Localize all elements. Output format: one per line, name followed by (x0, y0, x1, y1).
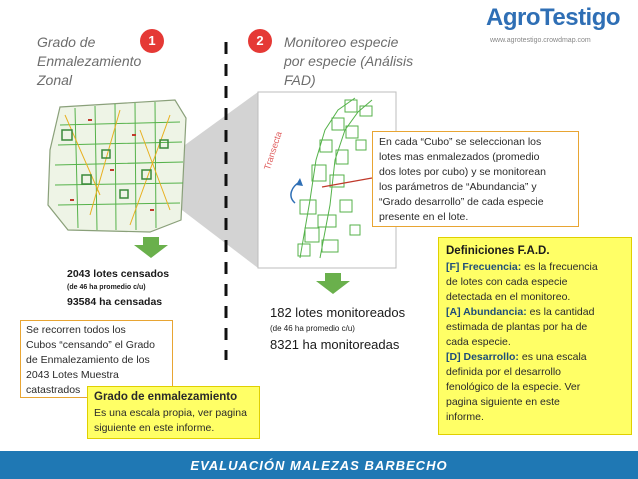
callout-line: En cada “Cubo” se seleccionan los (379, 136, 542, 148)
footer-bar (0, 451, 638, 479)
definition-abundance (446, 305, 624, 350)
definition-text: fenológico de la especie. Ver (446, 381, 581, 393)
definition-key: [F] Frecuencia: (446, 261, 522, 273)
transect-label: Transecta (262, 130, 284, 172)
definition-text: es una escala (518, 351, 587, 363)
step2-badge: 2 (248, 29, 272, 53)
footer-title: EVALUACIÓN MALEZAS BARBECHO (190, 458, 448, 473)
callout-line: los parámetros de “Abundancia” y (379, 181, 537, 193)
logo-url: www.agrotestigo.crowdmap.com (490, 37, 591, 44)
down-arrow-icon (316, 273, 350, 294)
callout-line: presente en el lote. (379, 211, 469, 223)
definition-text: definida por el desarrollo (446, 366, 561, 378)
note-line: Cubos “censando” el Grado (26, 339, 155, 351)
step2-title-line: por especie (Análisis (284, 53, 414, 69)
step1-lots: 2043 lotes censados (67, 268, 170, 280)
note-line: 2043 Lotes Muestra (26, 369, 119, 381)
step2-stats (270, 304, 405, 354)
step1-title-line: Zonal (37, 72, 73, 88)
step1-stats (67, 266, 169, 310)
definition-key: [A] Abundancia: (446, 306, 527, 318)
definition-text: de lotes con cada especie (446, 276, 568, 288)
step2-title-line: Monitoreo especie (284, 34, 399, 50)
note-line: Se recorren todos los (26, 324, 126, 336)
definition-frequency (446, 260, 624, 305)
definitions-title: Definiciones F.A.D. (446, 245, 550, 257)
grado-box (87, 386, 260, 439)
step2-title-line: FAD) (284, 72, 316, 88)
step2-area: 8321 ha monitoreadas (270, 337, 400, 352)
definition-text: informe. (446, 411, 484, 423)
definition-key: [D] Desarrollo: (446, 351, 519, 363)
zone-map (48, 100, 186, 232)
definition-text: detectada en el monitoreo. (446, 291, 571, 303)
grado-box-line: Es una escala propia, ver pagina (94, 407, 247, 419)
callout-line: dos lotes por cubo) y se monitorean (379, 166, 546, 178)
step2-lots-note: (de 46 ha promedio c/u) (270, 324, 355, 333)
step1-badge: 1 (140, 29, 164, 53)
zoom-cone (178, 92, 258, 268)
definition-development (446, 350, 624, 425)
step1-area: 93584 ha censadas (67, 296, 163, 308)
logo-name: AgroTestigo (486, 4, 621, 31)
step2-lots: 182 lotes monitoreados (270, 305, 406, 320)
note-line: de Enmalezamiento de los (26, 354, 150, 366)
step1-title-line: Grado de (37, 34, 96, 50)
definition-text: es la cantidad (526, 306, 595, 318)
cube-callout (372, 131, 579, 227)
grado-box-title: Grado de enmalezamiento (94, 391, 238, 403)
callout-line: “Grado desarrollo” de cada especie (379, 196, 544, 208)
fad-definitions (438, 237, 632, 435)
definition-text: pagina siguiente en este (446, 396, 560, 408)
definition-text: estimada de plantas por ha de (446, 321, 588, 333)
note-line: catastrados (26, 384, 81, 396)
definition-text: es la frecuencia (521, 261, 598, 273)
step1-title-line: Enmalezamiento (37, 53, 142, 69)
definition-text: cada especie. (446, 336, 511, 348)
down-arrow-icon (134, 237, 168, 258)
grado-box-line: siguiente en este informe. (94, 422, 215, 434)
step1-lots-note: (de 46 ha promedio c/u) (67, 284, 146, 291)
callout-line: lotes mas enmalezados (promedio (379, 151, 540, 163)
